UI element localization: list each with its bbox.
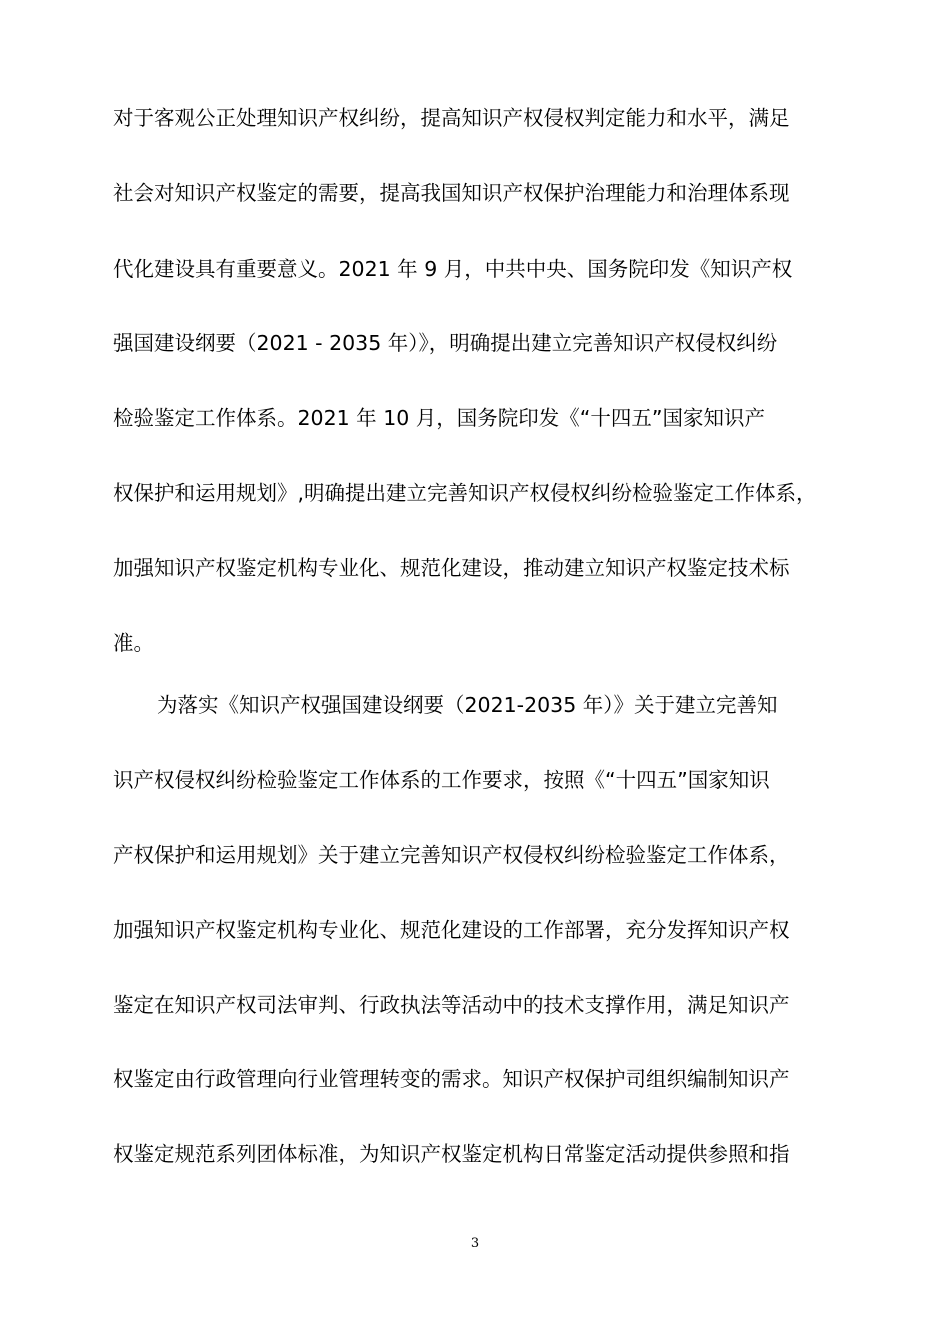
paragraph-2-line-3: 产权保护和运用规划》关于建立完善知识产权侵权纠纷检验鉴定工作体系， — [113, 843, 790, 867]
paragraph-2-line-7: 权鉴定规范系列团体标准，为知识产权鉴定机构日常鉴定活动提供参照和指 — [113, 1142, 790, 1166]
paragraph-1-line-6: 权保护和运用规划》,明确提出建立完善知识产权侵权纠纷检验鉴定工作体系， — [113, 481, 817, 505]
page-number: 3 — [470, 1236, 480, 1251]
paragraph-1-line-7: 加强知识产权鉴定机构专业化、规范化建设，推动建立知识产权鉴定技术标 — [113, 556, 790, 580]
paragraph-2-line-1: 为落实《知识产权强国建设纲要（2021-2035 年）》关于建立完善知 — [157, 693, 778, 717]
paragraph-1-line-3: 代化建设具有重要意义。2021 年 9 月，中共中央、国务院印发《知识产权 — [113, 257, 793, 281]
paragraph-2-line-6: 权鉴定由行政管理向行业管理转变的需求。知识产权保护司组织编制知识产 — [113, 1067, 790, 1091]
paragraph-2-line-2: 识产权侵权纠纷检验鉴定工作体系的工作要求，按照《“十四五”国家知识 — [113, 768, 770, 792]
paragraph-1-line-2: 社会对知识产权鉴定的需要，提高我国知识产权保护治理能力和治理体系现 — [113, 181, 790, 205]
paragraph-1-line-4: 强国建设纲要（2021 - 2035 年）》，明确提出建立完善知识产权侵权纠纷 — [113, 331, 778, 355]
paragraph-2-line-5: 鉴定在知识产权司法审判、行政执法等活动中的技术支撑作用，满足知识产 — [113, 993, 790, 1017]
paragraph-1-line-1: 对于客观公正处理知识产权纠纷，提高知识产权侵权判定能力和水平，满足 — [113, 106, 790, 130]
paragraph-1-line-8: 准。 — [113, 631, 154, 655]
paragraph-2-line-4: 加强知识产权鉴定机构专业化、规范化建设的工作部署，充分发挥知识产权 — [113, 918, 790, 942]
paragraph-1-line-5: 检验鉴定工作体系。2021 年 10 月，国务院印发《“十四五”国家知识产 — [113, 406, 766, 430]
